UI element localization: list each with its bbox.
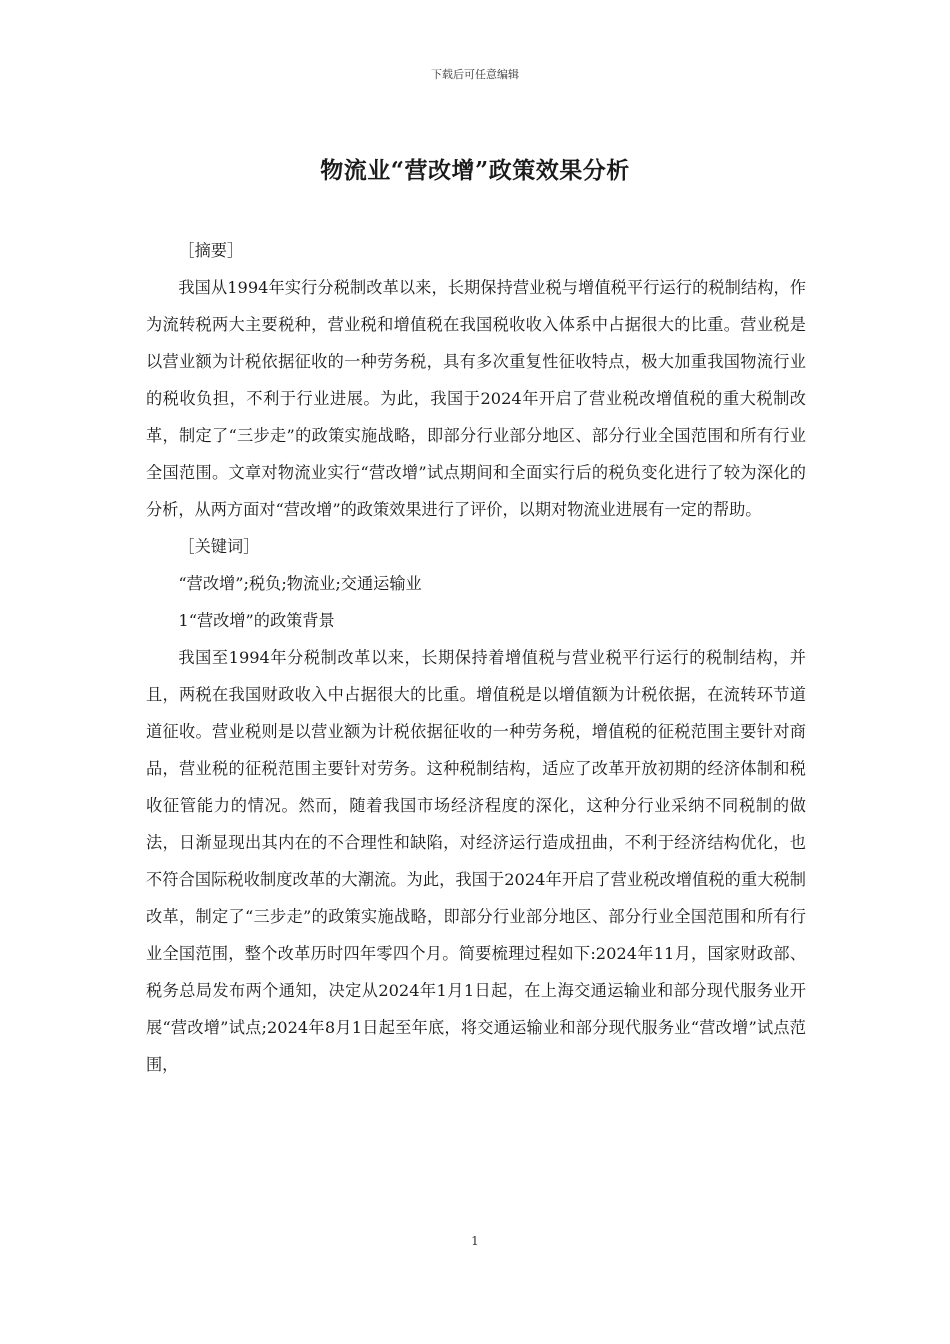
section-heading-1: 1“营改增”的政策背景 (178, 611, 335, 630)
page-number: 1 (471, 1234, 479, 1248)
keywords-list: “营改增”;税负;物流业;交通运输业 (178, 574, 422, 593)
section-1-paragraph: 我国至1994年分税制改革以来，长期保持着增值税与营业税平行运行的税制结构，并且，两税在我国财政收入中占据很大的比重。增值税是以增值额为计税依据，在流转环节道道征收。营业税则是以营业额为计税依据征收的一种劳务税，增值税的征税范围主要针对商品，营业税的征税范围主要针对劳务。这种税制结构，适应了改革开放初期的经济体制和税收征管能力的情况。然而，随着我国市场经济程度的深化，这种分行业采纳不同税制的做法，日渐显现出其内在的不合理性和缺陷，对经济运行造成扭曲，不利于经济结构优化，也不符合国际税收制度改革的大潮流。为此，我国于2024年开启了营业税改增值税的重大税制改革，制定了“三步走”的政策实施战略，即部分行业部分地区、部分行业全国范围和所有行业全国范围，整个改革历时四年零四个月。简要梳理过程如下:2024年11月，国家财政部、税务总局发布两个通知，决定从2024年1月1日起，在上海交通运输业和部分现代服务业开展“营改增”试点;2024年8月1日起至年底，将交通运输业和部分现代服务业“营改增”试点范围， (146, 648, 806, 1074)
abstract-heading: ［摘要］ (178, 241, 244, 260)
document-title: 物流业“营改增”政策效果分析 (320, 157, 630, 184)
page-header-note: 下载后可任意编辑 (431, 68, 519, 81)
keywords-heading: ［关键词］ (178, 537, 260, 556)
document-body (146, 232, 806, 1083)
abstract-paragraph: 我国从1994年实行分税制改革以来，长期保持营业税与增值税平行运行的税制结构，作为流转税两大主要税种，营业税和增值税在我国税收收入体系中占据很大的比重。营业税是以营业额为计税依据征收的一种劳务税，具有多次重复性征收特点，极大加重我国物流行业的税收负担，不利于行业进展。为此，我国于2024年开启了营业税改增值税的重大税制改革，制定了“三步走”的政策实施战略，即部分行业部分地区、部分行业全国范围和所有行业全国范围。文章对物流业实行“营改增”试点期间和全面实行后的税负变化进行了较为深化的分析，从两方面对“营改增”的政策效果进行了评价，以期对物流业进展有一定的帮助。 (146, 278, 806, 519)
